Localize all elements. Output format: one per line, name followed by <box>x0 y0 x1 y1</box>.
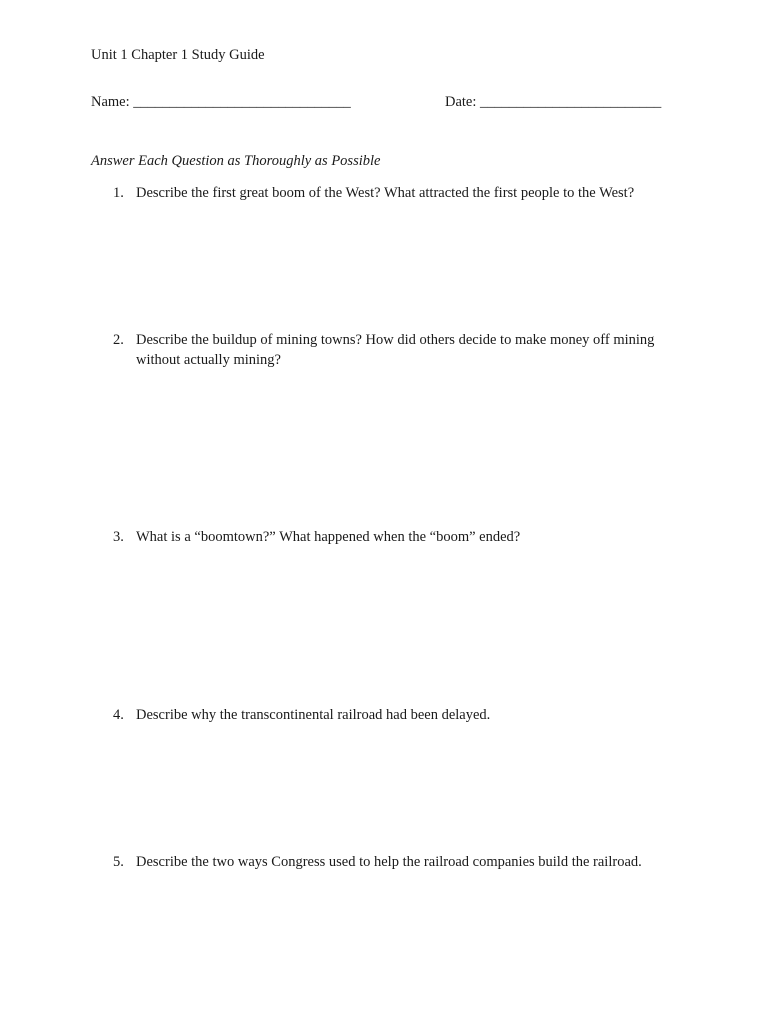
question-number: 4. <box>113 707 124 723</box>
question-text: Describe the two ways Congress used to help the railroad companies build the railroad. <box>136 854 642 870</box>
name-field: Name: ______________________________ <box>91 94 351 110</box>
question-text: What is a “boomtown?” What happened when the “boom” ended? <box>136 529 521 545</box>
document-title: Unit 1 Chapter 1 Study Guide <box>91 47 265 63</box>
question-number: 2. <box>113 332 124 348</box>
question-number: 5. <box>113 854 124 870</box>
question-text: Describe the first great boom of the West? What attracted the first people to the West? <box>136 185 635 201</box>
question-text: Describe why the transcontinental railroad had been delayed. <box>136 707 491 723</box>
date-field: Date: _________________________ <box>445 94 662 110</box>
instructions: Answer Each Question as Thoroughly as Possible <box>91 153 381 169</box>
question-number: 1. <box>113 185 124 201</box>
question-text: Describe the buildup of mining towns? How did others decide to make money off mining without actually mining? <box>136 332 655 368</box>
name-date-row <box>91 94 691 114</box>
question-number: 3. <box>113 529 124 545</box>
